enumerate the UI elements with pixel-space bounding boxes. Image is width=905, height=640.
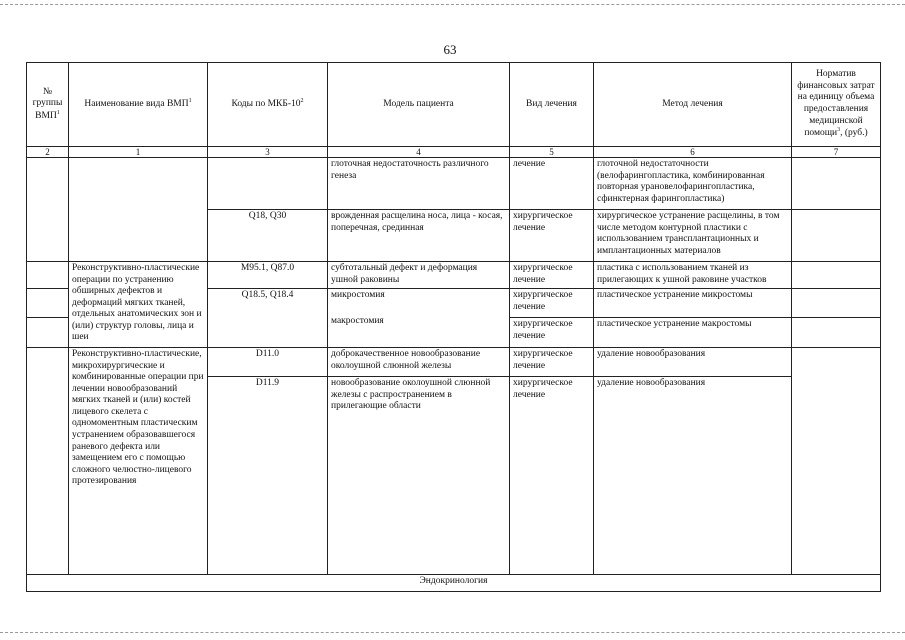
name-cell-continued <box>69 158 208 262</box>
method-cell: хирургическое устранение расщелины, в том числе методом контурной пластики с использованием трансплантационных и имплантационных материалов <box>594 210 792 262</box>
footnote-1: 1 <box>56 109 60 116</box>
page-number: 63 <box>443 42 457 57</box>
col-num: 1 <box>69 147 208 158</box>
group-cell <box>27 348 69 575</box>
model-cell: субтотальный дефект и деформация ушной раковины <box>328 262 510 289</box>
header-group: № группы ВМП <box>32 86 63 121</box>
codes-cell: D11.9 <box>208 377 328 575</box>
scan-edge-bottom <box>0 632 905 633</box>
norm-cell <box>792 210 881 262</box>
norm-cell <box>792 348 881 575</box>
header-row <box>27 63 881 147</box>
section-title: Эндокринология <box>27 575 881 592</box>
header-method: Метод лечения <box>594 63 792 147</box>
type-cell: хирургическое лечение <box>510 262 594 289</box>
method-cell: пластика с использованием тканей из прилегающих к ушной раковине участков <box>594 262 792 289</box>
norm-cell <box>792 262 881 289</box>
column-number-row <box>27 147 881 158</box>
group-cell <box>27 289 69 318</box>
scan-edge-top <box>0 4 905 5</box>
header-norm-cell <box>792 63 881 147</box>
group-cell <box>27 318 69 348</box>
model-cell: врожденная расщелина носа, лица - косая, поперечная, срединная <box>328 210 510 262</box>
table-row <box>27 158 881 210</box>
col-num: 6 <box>594 147 792 158</box>
method-cell: глоточной недостаточности (велофарингопластика, комбинированная повторная урановелофарингопластика, сфинктерная фарингопластика) <box>594 158 792 210</box>
header-group-cell <box>27 63 69 147</box>
header-norm-tail: , (руб.) <box>840 128 868 139</box>
model-cell: новообразование околоушной слюнной железы с распространением в прилегающие области <box>328 377 510 575</box>
table-row <box>27 348 881 377</box>
header-norm: Норматив финансовых затрат на единицу объема предоставления медицинской помощи <box>797 69 875 139</box>
col-num: 7 <box>792 147 881 158</box>
method-cell: пластическое устранение микростомы <box>594 289 792 318</box>
header-codes-cell <box>208 63 328 147</box>
type-cell: хирургическое лечение <box>510 348 594 377</box>
col-num: 4 <box>328 147 510 158</box>
codes-cell <box>208 158 328 210</box>
type-cell: хирургическое лечение <box>510 210 594 262</box>
type-cell: хирургическое лечение <box>510 318 594 348</box>
method-cell: пластическое устранение макростомы <box>594 318 792 348</box>
norm-cell <box>792 289 881 318</box>
col-num: 3 <box>208 147 328 158</box>
group-cell <box>27 262 69 289</box>
col-num: 2 <box>27 147 69 158</box>
type-cell: хирургическое лечение <box>510 377 594 575</box>
header-type: Вид лечения <box>510 63 594 147</box>
group-cell <box>27 158 69 262</box>
footnote-1b: 1 <box>188 98 192 105</box>
method-cell: удаление новообразования <box>594 348 792 377</box>
table-row <box>27 262 881 289</box>
header-codes: Коды по МКБ-10 <box>231 99 301 110</box>
model-cell-combined <box>328 289 510 348</box>
codes-cell: D11.0 <box>208 348 328 377</box>
footnote-2: 2 <box>300 98 304 105</box>
header-name-cell <box>69 63 208 147</box>
header-name: Наименование вида ВМП <box>84 99 189 110</box>
col-num: 5 <box>510 147 594 158</box>
type-cell: хирургическое лечение <box>510 289 594 318</box>
section-row <box>27 575 881 592</box>
header-model: Модель пациента <box>328 63 510 147</box>
model-cell: доброкачественное новообразование околоушной слюнной железы <box>328 348 510 377</box>
treatment-name: Реконструктивно-пластические, микрохирургические и комбинированные операции при лечении новообразований мягких тканей и (или) костей лицевого скелета с одномоментным пластическим устранением образовавшегося раневого дефекта или замещением его с помощью сложного челюстно-лицевого протезирования <box>69 348 208 575</box>
codes-cell: M95.1, Q87.0 <box>208 262 328 289</box>
model-macrostomia: макростомия <box>331 315 384 326</box>
model-cell: глоточная недостаточность различного генеза <box>328 158 510 210</box>
vmp-table <box>26 62 881 592</box>
type-cell: лечение <box>510 158 594 210</box>
codes-cell: Q18.5, Q18.4 <box>208 289 328 348</box>
norm-cell <box>792 158 881 210</box>
method-cell: удаление новообразования <box>594 377 792 575</box>
model-microstomia: микростомия <box>331 290 385 300</box>
treatment-name: Реконструктивно-пластические операции по устранению обширных дефектов и деформаций мягких тканей, отдельных анатомических зон и (или) структур головы, лица и шеи <box>69 262 208 348</box>
codes-cell: Q18, Q30 <box>208 210 328 262</box>
footnote-3: 3 <box>837 127 841 134</box>
model-spacer <box>331 302 506 316</box>
norm-cell <box>792 318 881 348</box>
